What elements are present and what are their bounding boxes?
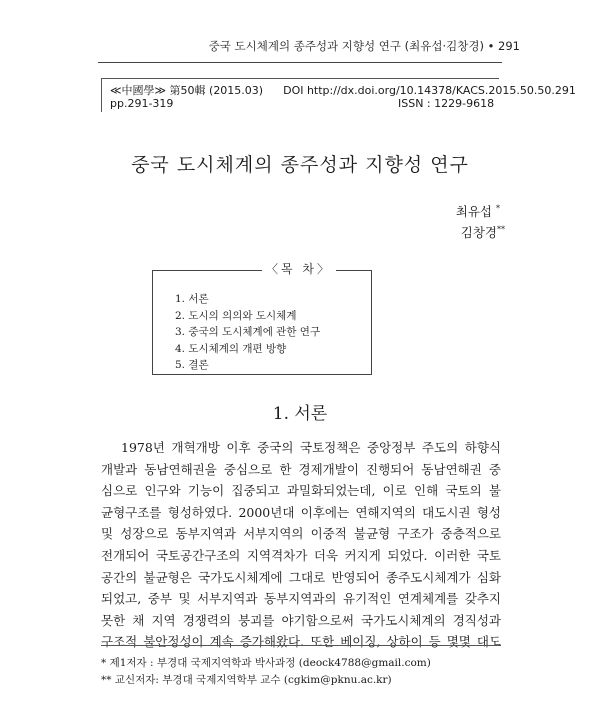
toc-item[interactable]: 1. 서론 [175, 293, 209, 305]
toc-heading: 〈목 차〉 [262, 260, 336, 277]
journal-info-box [101, 78, 576, 112]
toc-list [175, 291, 320, 374]
journal-info-line-2 [110, 97, 495, 110]
author-name: 최유섭 [455, 204, 493, 219]
paragraph-line: 구조적 불안정성이 계속 증가해왔다. 또한 베이징, 상하이 등 몇몇 대도 [101, 634, 501, 650]
page-range: pp.291-319 [110, 97, 174, 110]
author-corresponding [461, 223, 505, 241]
running-header: 중국 도시체계의 종주성과 지향성 연구 (최유섭·김창경) • 291 [208, 39, 520, 53]
paragraph-line: 못한 채 지역 경쟁력의 붕괴를 야기함으로써 국가도시체계의 경직성과 [101, 612, 501, 628]
footnote-rule [101, 645, 501, 646]
issn: ISSN : 1229-9618 [398, 97, 495, 110]
paragraph-line: 심으로 인구와 기능이 집중되고 과밀화되었는데, 이로 인해 국토의 불 [101, 483, 501, 499]
toc-item[interactable]: 3. 중국의 도시체계에 관한 연구 [175, 326, 321, 338]
footnote-first-author: * 제1저자 : 부경대 국제지역학과 박사과정 (deock4788@gmail.com) [101, 657, 431, 669]
journal-info-line-1 [110, 82, 576, 98]
paragraph-line: 및 성장으로 동부지역과 서부지역의 이중적 불균형 구조가 중층적으로 [101, 526, 501, 542]
author-footnote-mark[interactable]: * [496, 203, 500, 213]
journal-issue: ≪中國學≫ 第50輯 (2015.03) [110, 84, 264, 97]
paragraph-line: 개발과 동남연해권을 중심으로 한 경제개발이 진행되어 동남연해권 중 [101, 461, 501, 477]
author-name: 김창경 [460, 225, 497, 240]
section-heading: 1. 서론 [272, 404, 328, 424]
toc-item[interactable]: 4. 도시체계의 개편 방향 [175, 342, 287, 355]
author-footnote-mark[interactable]: ** [497, 224, 505, 234]
paragraph-line: 균형구조를 형성하였다. 2000년대 이후에는 연해지역의 대도시권 형성 [101, 504, 501, 520]
toc-item[interactable]: 2. 도시의 의의와 도시체계 [175, 309, 297, 322]
paragraph-line: 되었고, 중부 및 서부지역과 동부지역과의 유기적인 연계체계를 갖추지 [101, 591, 501, 607]
doi-link[interactable]: DOI http://dx.doi.org/10.14378/KACS.2015.50.50.291 [283, 84, 576, 97]
paragraph-line: 공간의 불균형은 국가도시체계에 그대로 반영되어 종주도시체계가 심화 [101, 569, 501, 585]
author-primary [456, 202, 500, 220]
paragraph-line: 1978년 개혁개방 이후 중국의 국토정책은 중앙정부 주도의 하향식 [121, 440, 501, 455]
body-paragraph [101, 437, 501, 653]
toc-item[interactable]: 5. 결론 [175, 359, 209, 371]
paper-title: 중국 도시체계의 종주성과 지향성 연구 [131, 154, 469, 176]
paragraph-line: 전개되어 국토공간구조의 지역격차가 더욱 커지게 되었다. 이러한 국토 [101, 547, 501, 563]
header-rule [98, 62, 502, 63]
footnote-corresponding-author: ** 교신저자: 부경대 국제지역학부 교수 (cgkim@pknu.ac.kr) [101, 674, 392, 686]
